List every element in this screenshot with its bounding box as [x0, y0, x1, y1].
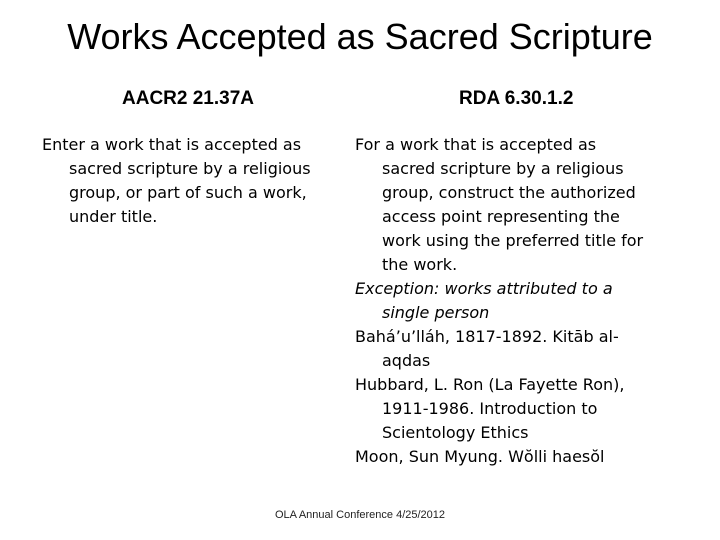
aacr2-heading: AACR2 21.37A [122, 88, 254, 109]
rda-rule-column [355, 133, 695, 469]
rule-line: group, or part of such a work, [69, 183, 307, 202]
rda-rule-text [355, 133, 695, 277]
rule-line: For a work that is accepted as [355, 135, 597, 154]
example-line: Moon, Sun Myung. Wŏlli haesŏl [355, 447, 605, 466]
aacr2-rule-column [42, 133, 352, 229]
aacr2-rule-text [42, 133, 352, 229]
exception-note [355, 277, 695, 325]
rda-heading: RDA 6.30.1.2 [459, 88, 574, 109]
example-line: Bahá’u’lláh, 1817-1892. Kitāb al- [355, 327, 619, 346]
example-line: Scientology Ethics [382, 423, 529, 442]
rule-line: access point representing the [382, 207, 620, 226]
exception-line: single person [382, 303, 490, 322]
example-line: 1911-1986. Introduction to [382, 399, 598, 418]
rule-line: work using the preferred title for [382, 231, 644, 250]
example-entry [355, 373, 695, 445]
example-entry [355, 325, 695, 373]
rule-line: under title. [69, 207, 158, 226]
example-entry [355, 445, 695, 469]
rule-line: the work. [382, 255, 458, 274]
slide-title: Works Accepted as Sacred Scripture [67, 16, 653, 57]
example-line: Hubbard, L. Ron (La Fayette Ron), [355, 375, 625, 394]
rule-line: Enter a work that is accepted as [42, 135, 302, 154]
example-line: aqdas [382, 351, 431, 370]
rule-line: sacred scripture by a religious [382, 159, 624, 178]
rule-line: sacred scripture by a religious [69, 159, 311, 178]
exception-line: Exception: works attributed to a [355, 279, 613, 298]
rule-line: group, construct the authorized [382, 183, 636, 202]
slide-footer: OLA Annual Conference 4/25/2012 [274, 509, 446, 521]
